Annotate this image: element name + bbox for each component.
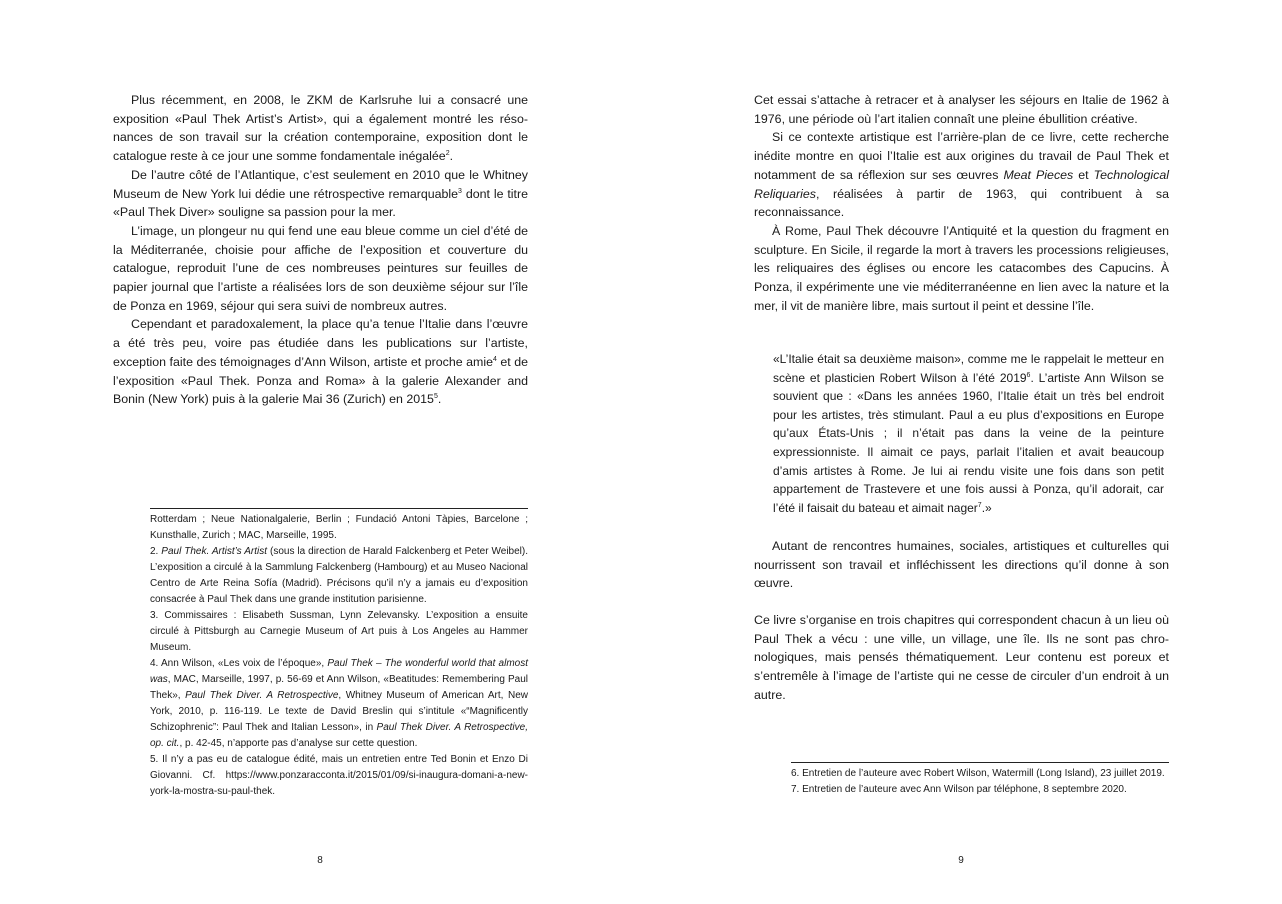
note-ref-4: 4: [492, 355, 497, 363]
footnote-6: 6. Entretien de l’auteure avec Robert Wilson, Watermill (Long Island), 23 juillet 2019.: [791, 768, 1165, 779]
footnote-5: 5. Il n’y a pas eu de catalogue édité, mais un entretien entre Ted Bonin et Enzo Di Giovanni. Cf. https://www.ponzaracconta.it/2015/01/09/si-inaugura-domani-a-new-york-la-mostra-su-paul-thek.: [150, 754, 528, 797]
note-ref-2: 2: [445, 149, 450, 157]
paragraph-rome: À Rome, Paul Thek découvre l’Antiquité et la question du fragment en sculpture. En Sicile, il regarde la mort à travers les processions religieuses, les reliquaires des églises ou encore les catacombes des Capucins. À Ponza, il expérimente une vie méditerranéenne en lien avec la nature et la mer, il vit de manière libre, mais surtout il peint et dessine l’île.: [754, 223, 1169, 313]
paragraph-rencontres-block: [754, 537, 1169, 593]
footnote-continuation: Rotterdam ; Neue Nationalgalerie, Berlin ; Fundació Antoni Tàpies, Barcelone ; Kunsthalle, Zurich ; MAC, Marseille, 1995.: [150, 514, 528, 541]
right-footnotes: [791, 766, 1169, 798]
left-footnotes: [150, 512, 528, 800]
note-ref-5: 5: [433, 393, 438, 401]
note-ref-7: 7: [977, 501, 982, 509]
paragraph-image: L’image, un plongeur nu qui fend une eau bleue comme un ciel d’été de la Méditerranée, choisie pour affiche de l’exposition et couverture du catalogue, reproduit l’une de ces nombreuses peintures sur feuilles de papier journal que l’artiste a réalisées lors de son deuxième séjour sur l’île de Ponza en 1969, séjour qui sera suivi de nombreux autres.: [113, 223, 528, 313]
paragraph-essai: Cet essai s’attache à retracer et à analyser les séjours en Italie de 1962 à 1976, une période où l’art italien connaît une pleine ébullition créative.: [754, 93, 1169, 126]
footnote-rule: [150, 508, 528, 509]
right-body-text: [754, 91, 1169, 315]
right-page: [641, 0, 1282, 904]
note-ref-6: 6: [1026, 371, 1031, 379]
paragraph-contexte: Si ce contexte artistique est l’arrière-plan de ce livre, cette recherche inédite montre en quoi l’Italie est aux origines du travail de Paul Thek et notamment de sa réflexion sur ses œuvres Meat Pieces et Technological Reliquaries, réalisées à partir de 1963, qui contribuent à sa reconnaissance.: [754, 130, 1169, 220]
page-number: 8: [317, 855, 323, 866]
footnote-3: 3. Commissaires : Elisabeth Sussman, Lynn Zelevansky. L’exposition a ensuite circulé à Pittsburgh au Carnegie Museum of Art puis à Los Angeles au Hammer Museum.: [150, 610, 528, 653]
footnote-4: 4. Ann Wilson, «Les voix de l’époque», Paul Thek – The wonderful world that almost was, MAC, Marseille, 1997, p. 56-69 et Ann Wilson, «Beatitudes: Remembering Paul Thek», Paul Thek Diver. A Retrospective, Whitney Museum of American Art, New York, 2010, p. 116-119. Le texte de David Breslin qui s’intitule «“Magnificently Schizophrenic”: Paul Thek and Italian Lesson», in Paul Thek Diver. A Retrospective, op. cit., p. 42-45, n’apporte pas d’analyse sur cette question.: [150, 658, 529, 749]
footnote-rule: [791, 762, 1169, 763]
paragraph-whitney: De l’autre côté de l’Atlantique, c’est seulement en 2010 que le Whitney Museum de New York lui dédie une rétrospective remarquable$^3$ dont le titre «Paul Thek Diver» souligne sa passion pour la mer.: [113, 167, 528, 220]
paragraph-chapitres: Ce livre s’organise en trois chapitres qui correspondent chacun à un lieu où Paul Thek a vécu : une ville, un village, une île. Ils ne sont pas chronologiques, mais pensés thématiquement. Leur contenu est poreux et s’entremêle à l’image de l’artiste qui ne cesse de circuler d’un endroit à un autre.: [754, 613, 1169, 702]
page-number: 9: [958, 855, 964, 866]
paragraph-italie: Cependant et paradoxalement, la place qu’a tenue l’Italie dans l’œuvre a été très peu, voire pas étudiée dans les publications sur l’artiste, exception faite des témoignages d’Ann Wilson, artiste et proche amie$^4$ et de l’exposition «Paul Thek. Ponza and Roma» à la galerie Alexander and Bonin (New York) puis à la galerie Mai 36 (Zurich) en 2015$^5$.: [113, 317, 529, 407]
left-body-text: [113, 91, 528, 409]
footnote-2: 2. Paul Thek. Artist’s Artist (sous la direction de Harald Falckenberg et Peter Weibel). L’exposition a circulé à la Sammlung Falckenberg (Hambourg) et au Museo Nacional Centro de Arte Reina Sofía (Madrid). Précisons qu’il n’y a jamais eu d’exposition consacrée à Paul Thek dans une grande institution parisienne.: [150, 546, 529, 605]
paragraph-rencontres: Autant de rencontres humaines, sociales, artistiques et culturelles qui nourrissent son travail et infléchissent les directions qu’il donne à son œuvre.: [754, 539, 1169, 591]
note-ref-3: 3: [458, 187, 462, 195]
paragraph-zkm: Plus récemment, en 2008, le ZKM de Karlsruhe lui a consacré une exposition «Paul Thek Artist’s Artist», qui a également montré les résonances de son travail sur la création contemporaine, exposition dont le catalogue reste à ce jour une somme fondamentale inégalée$^2$.: [113, 93, 528, 164]
paragraph-chapitres-block: [754, 611, 1169, 705]
footnote-7: 7. Entretien de l’auteure avec Ann Wilson par téléphone, 8 septembre 2020.: [791, 784, 1127, 795]
block-quote: «L’Italie était sa deuxième maison», comme me le rappelait le metteur en scène et plasticien Robert Wilson à l’été 2019$^6$. L’artiste Ann Wilson se souvient que : «Dans les années 1960, l’Italie était un très bel endroit pour les artistes, très stimulant. Paul a eu plus d’expositions en Europe qu’aux États-Unis ; il n’était pas dans la veine de la peinture expressionniste. Il aimait ce pays, parlait l’italien et avait beaucoup d’amis artistes à Rome. Je lui ai rendu visite une fois dans son petit appartement de Trastevere et une fois aussi à Ponza, qu’il adorait, car l’été il faisait du bateau et aimait nager$^7$.»: [773, 352, 1164, 515]
